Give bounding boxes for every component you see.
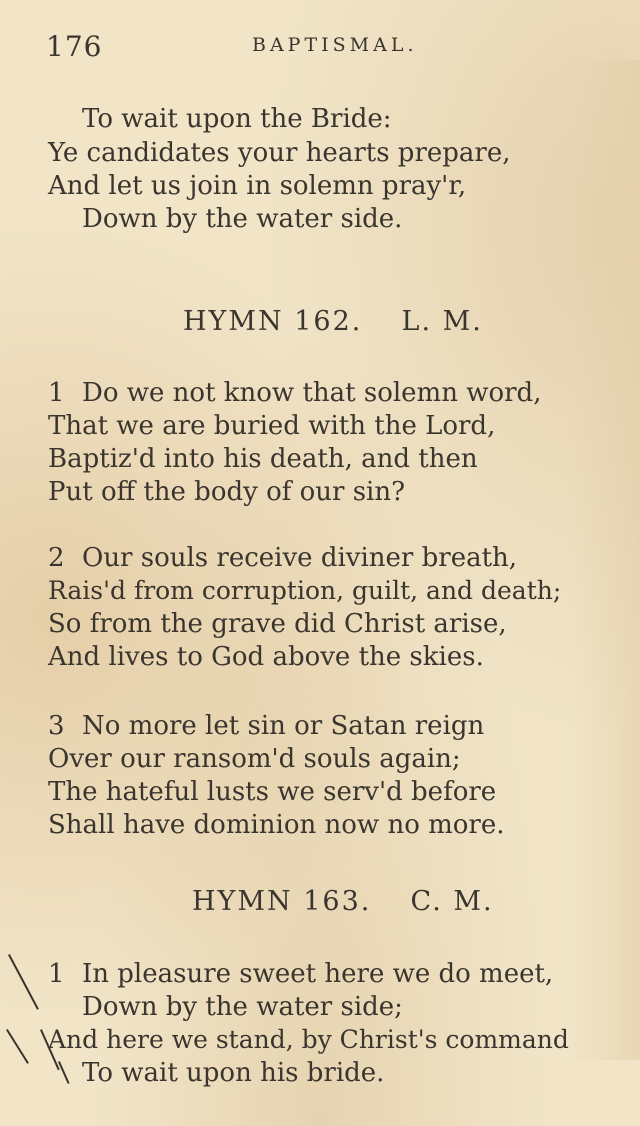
pen-mark-stroke xyxy=(8,954,39,1010)
hymn-162-verse-2-line-4: And lives to God above the skies. xyxy=(48,642,484,672)
hymn-162-heading xyxy=(183,306,483,337)
hymn-163-verse-1-line-1: In pleasure sweet here we do meet, xyxy=(82,959,554,989)
page-number: 176 xyxy=(46,30,103,63)
hymn-162-verse-3-line-3: The hateful lusts we serv'd before xyxy=(48,777,497,807)
hymn-162-verse-3-line-1: No more let sin or Satan reign xyxy=(82,711,485,741)
top-stanza-line-2: Ye candidates your hearts prepare, xyxy=(48,138,511,168)
hymn-163-verse-1-line-3: And here we stand, by Christ's command xyxy=(48,1025,569,1054)
pen-mark-stroke xyxy=(6,1029,29,1064)
hymn-162-meter: L. M. xyxy=(401,306,483,337)
hymn-162-verse-1-line-1: Do we not know that solemn word, xyxy=(82,378,542,408)
hymn-162-title: HYMN 162. xyxy=(183,306,363,337)
hymn-163-verse-1-number: 1 xyxy=(48,959,65,989)
hymn-162-verse-1-number: 1 xyxy=(48,378,65,408)
hymn-162-verse-3-line-2: Over our ransom'd souls again; xyxy=(48,744,461,774)
top-stanza-line-1: To wait upon the Bride: xyxy=(82,104,392,134)
hymn-162-verse-3-number: 3 xyxy=(48,711,65,741)
hymn-163-verse-1-line-2: Down by the water side; xyxy=(82,992,403,1022)
top-stanza-line-4: Down by the water side. xyxy=(82,204,403,234)
facing-page-bleed xyxy=(570,60,640,1060)
top-stanza-line-3: And let us join in solemn pray'r, xyxy=(48,171,467,201)
hymn-162-verse-3-line-4: Shall have dominion now no more. xyxy=(48,810,505,840)
hymn-162-verse-2-line-2: Rais'd from corruption, guilt, and death; xyxy=(48,576,562,605)
hymn-163-heading xyxy=(192,886,494,917)
hymn-162-verse-2-line-3: So from the grave did Christ arise, xyxy=(48,609,507,639)
hymn-162-verse-2-line-1: Our souls receive diviner breath, xyxy=(82,543,518,573)
hymn-163-meter: C. M. xyxy=(410,886,494,917)
hymn-162-verse-1-line-3: Baptiz'd into his death, and then xyxy=(48,444,478,474)
hymn-163-title: HYMN 163. xyxy=(192,886,372,917)
hymn-163-verse-1-line-4: To wait upon his bride. xyxy=(82,1058,385,1088)
hymn-162-verse-1-line-2: That we are buried with the Lord, xyxy=(48,411,496,441)
hymn-162-verse-1-line-4: Put off the body of our sin? xyxy=(48,477,406,507)
running-head: BAPTISMAL. xyxy=(252,34,418,56)
hymn-162-verse-2-number: 2 xyxy=(48,543,65,573)
pen-mark-stroke xyxy=(58,1061,70,1084)
